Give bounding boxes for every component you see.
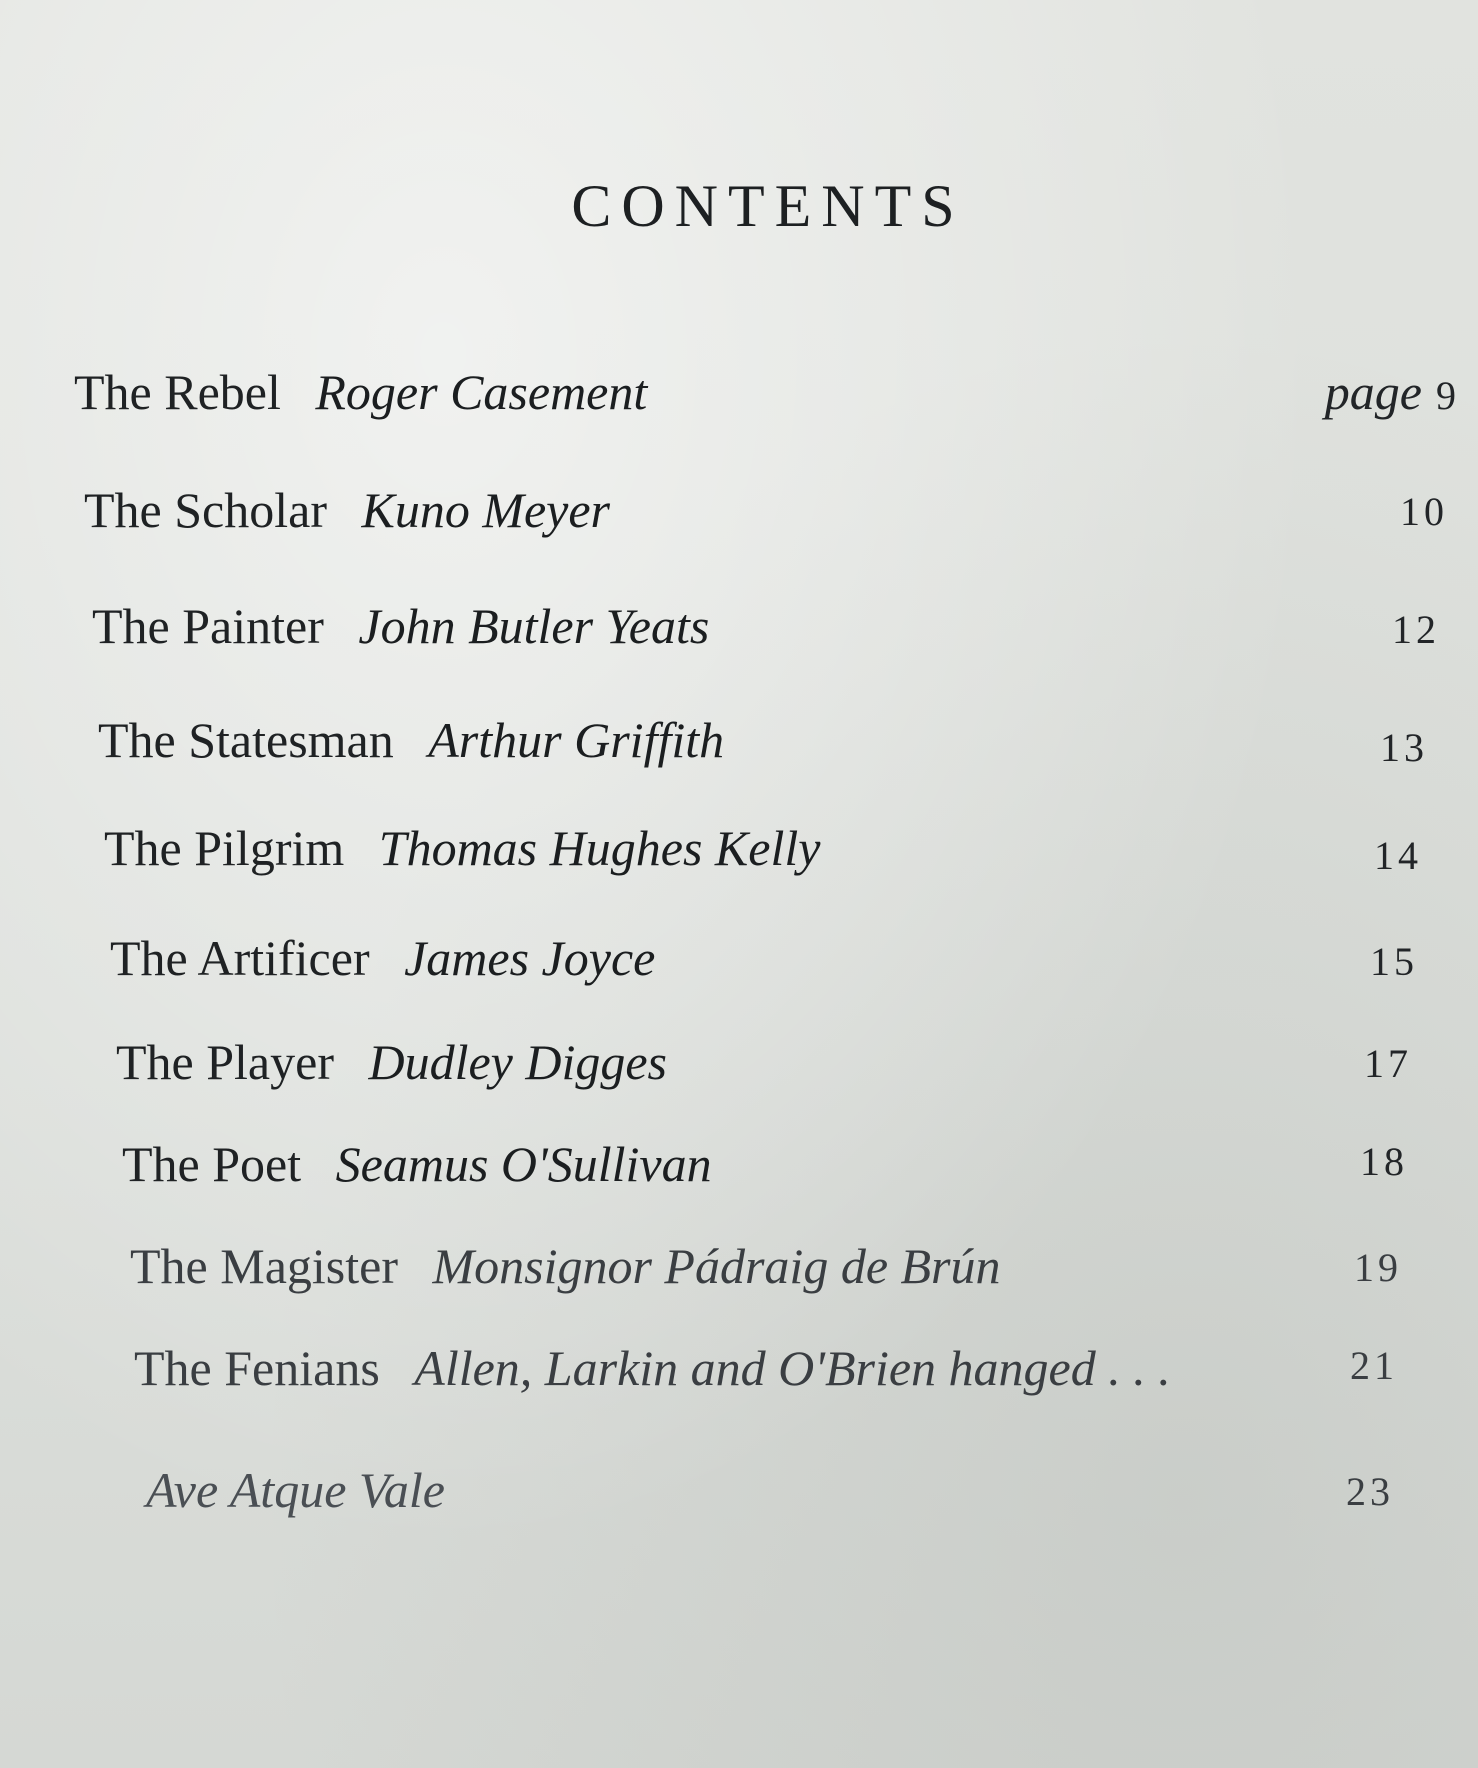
toc-page-ave-atque-vale[interactable]	[1346, 1462, 1394, 1522]
toc-entry-poet[interactable]	[122, 1134, 712, 1194]
entry-role: The Fenians	[134, 1340, 380, 1396]
entry-role: The Pilgrim	[104, 820, 345, 876]
page-number: 10	[1400, 489, 1448, 534]
entry-role: The Statesman	[98, 712, 394, 768]
entry-name: James Joyce	[404, 930, 656, 986]
entry-name: Monsignor Pádraig de Brún	[432, 1238, 1001, 1294]
entry-role: The Scholar	[84, 482, 327, 538]
entry-name: Arthur Griffith	[428, 712, 725, 768]
entry-name: John Butler Yeats	[358, 598, 710, 654]
entry-name: Roger Casement	[315, 364, 648, 420]
toc-entry-pilgrim[interactable]	[104, 818, 820, 878]
toc-page-pilgrim[interactable]	[1374, 826, 1422, 886]
toc-entry-player[interactable]	[116, 1032, 667, 1092]
toc-entry-statesman[interactable]	[98, 710, 724, 770]
toc-entry-ave-atque-vale[interactable]	[146, 1460, 445, 1520]
page-number: 14	[1374, 833, 1422, 878]
page-number: 19	[1354, 1245, 1402, 1290]
toc-entry-fenians[interactable]	[134, 1338, 1171, 1398]
entry-name: Ave Atque Vale	[146, 1462, 445, 1518]
toc-page-scholar[interactable]	[1400, 482, 1448, 542]
entry-name: Thomas Hughes Kelly	[378, 820, 821, 876]
toc-page-fenians[interactable]	[1350, 1336, 1398, 1396]
toc-entry-painter[interactable]	[92, 596, 709, 656]
toc-page-player[interactable]	[1364, 1034, 1412, 1094]
page-number: 21	[1350, 1343, 1398, 1388]
toc-entry-scholar[interactable]	[84, 480, 610, 540]
page-word: page	[1324, 364, 1422, 420]
page-number: 23	[1346, 1469, 1394, 1514]
toc-page-magister[interactable]	[1354, 1238, 1402, 1298]
entry-role: The Painter	[92, 598, 324, 654]
page-number: 15	[1370, 939, 1418, 984]
toc-page-artificer[interactable]	[1370, 932, 1418, 992]
entry-role: The Player	[116, 1034, 334, 1090]
page-number: 12	[1392, 607, 1440, 652]
entry-name: Seamus O'Sullivan	[335, 1136, 712, 1192]
entry-role: The Artificer	[110, 930, 370, 986]
entry-role: The Poet	[122, 1136, 302, 1192]
toc-page-statesman[interactable]	[1380, 718, 1428, 778]
page-number: 9	[1436, 373, 1460, 418]
toc-page-painter[interactable]	[1392, 600, 1440, 660]
toc-entry-magister[interactable]	[130, 1236, 1001, 1296]
entry-role: The Rebel	[74, 364, 281, 420]
entry-name: Kuno Meyer	[361, 482, 611, 538]
page-title: CONTENTS	[571, 173, 965, 239]
entry-name: Allen, Larkin and O'Brien hanged . . .	[414, 1340, 1171, 1396]
toc-page-rebel[interactable]	[1325, 362, 1460, 426]
page-number: 13	[1380, 725, 1428, 770]
page-number: 18	[1360, 1139, 1408, 1184]
entry-name: Dudley Digges	[368, 1034, 668, 1090]
toc-entry-artificer[interactable]	[110, 928, 655, 988]
toc-page-poet[interactable]	[1360, 1132, 1408, 1192]
toc-entry-rebel[interactable]	[74, 362, 647, 422]
page-number: 17	[1364, 1041, 1412, 1086]
entry-role: The Magister	[130, 1238, 398, 1294]
